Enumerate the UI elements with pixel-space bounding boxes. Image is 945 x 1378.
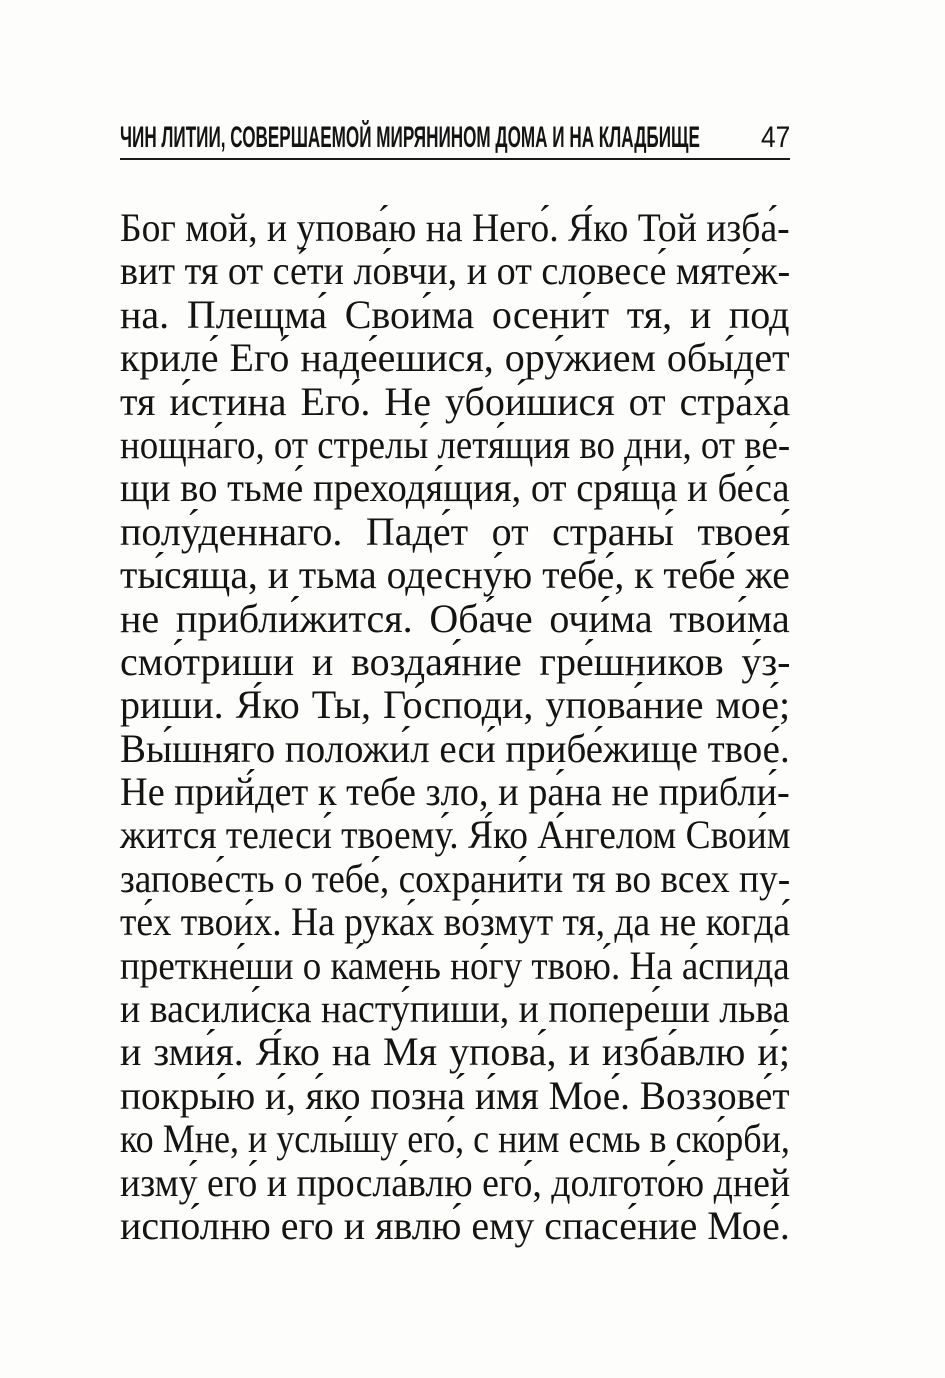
text-line: Вы́шняго положи́л еси́ прибе́жище твое́. xyxy=(120,725,790,771)
text-line: испо́лню его и явлю́ ему спасе́ние Мое́. xyxy=(120,1202,790,1248)
text-line: на. Плещма́ Свои́ма осени́т тя, и под xyxy=(120,291,790,337)
text-line: полу́деннаго. Паде́т от страны́ твоея́ xyxy=(120,508,791,554)
text-line: криле́ Его́ наде́ешися, ору́жием обы́дет xyxy=(120,335,790,381)
text-line: риши. Я́ко Ты, Го́споди, упова́ние мое́; xyxy=(120,682,791,728)
text-line: вит тя от се́ти ло́вчи, и от словесе́ мяте́ж- xyxy=(120,248,791,294)
text-line: нощна́го, от стрелы́ летя́щия во дни, от ве́- xyxy=(120,421,791,467)
text-line: покры́ю и́, я́ко позна́ и́мя Мое́. Воззове́т xyxy=(120,1072,790,1118)
text-line: и васили́ска насту́пиши, и попере́ши льва xyxy=(120,986,790,1032)
text-line: Не прий́дет к тебе зло, и ра́на не прибли́- xyxy=(120,769,790,815)
running-header xyxy=(120,121,790,155)
text-line: щи во тьме́ преходя́щия, от сря́ща и бе́са xyxy=(120,465,790,511)
text-line: жится телеси́ твоему́. Я́ко А́нгелом Свои́м xyxy=(120,812,791,858)
text-line: смо́триши и воздая́ние гре́шников у́з- xyxy=(120,638,791,684)
text-line: тя и́стина Его́. Не убои́шися от стра́ха xyxy=(120,378,791,424)
text-line: запове́сть о тебе́, сохрани́ти тя во всех пу- xyxy=(120,855,791,901)
text-line: изму́ его́ и просла́влю его́, долгото́ю дней xyxy=(120,1159,791,1205)
text-line: Бог мой, и упова́ю на Него́. Я́ко Той изба́- xyxy=(120,205,790,250)
text-line: ты́сяща, и тьма одесну́ю тебе́, к тебе́ же xyxy=(120,552,790,598)
psalm-text xyxy=(120,206,790,1247)
running-header-title: ЧИН ЛИТИИ, СОВЕРШАЕМОЙ МИРЯНИНОМ ДОМА И НА КЛАДБИЩЕ xyxy=(120,121,700,154)
header-rule xyxy=(120,158,790,160)
text-line: ко Мне, и услы́шу его́, с ним есмь в ско́рби, xyxy=(120,1116,790,1162)
text-line: не прибли́жится. Оба́че очи́ма твои́ма xyxy=(120,595,790,641)
text-line: преткне́ши о ка́мень но́гу твою́. На а́спида xyxy=(120,942,790,988)
text-line: и зми́я. Я́ко на Мя упова́, и изба́влю и́; xyxy=(120,1029,790,1075)
page-number: 47 xyxy=(760,121,790,154)
text-line: те́х твои́х. На рука́х во́змут тя, да не когда́ xyxy=(120,899,791,945)
